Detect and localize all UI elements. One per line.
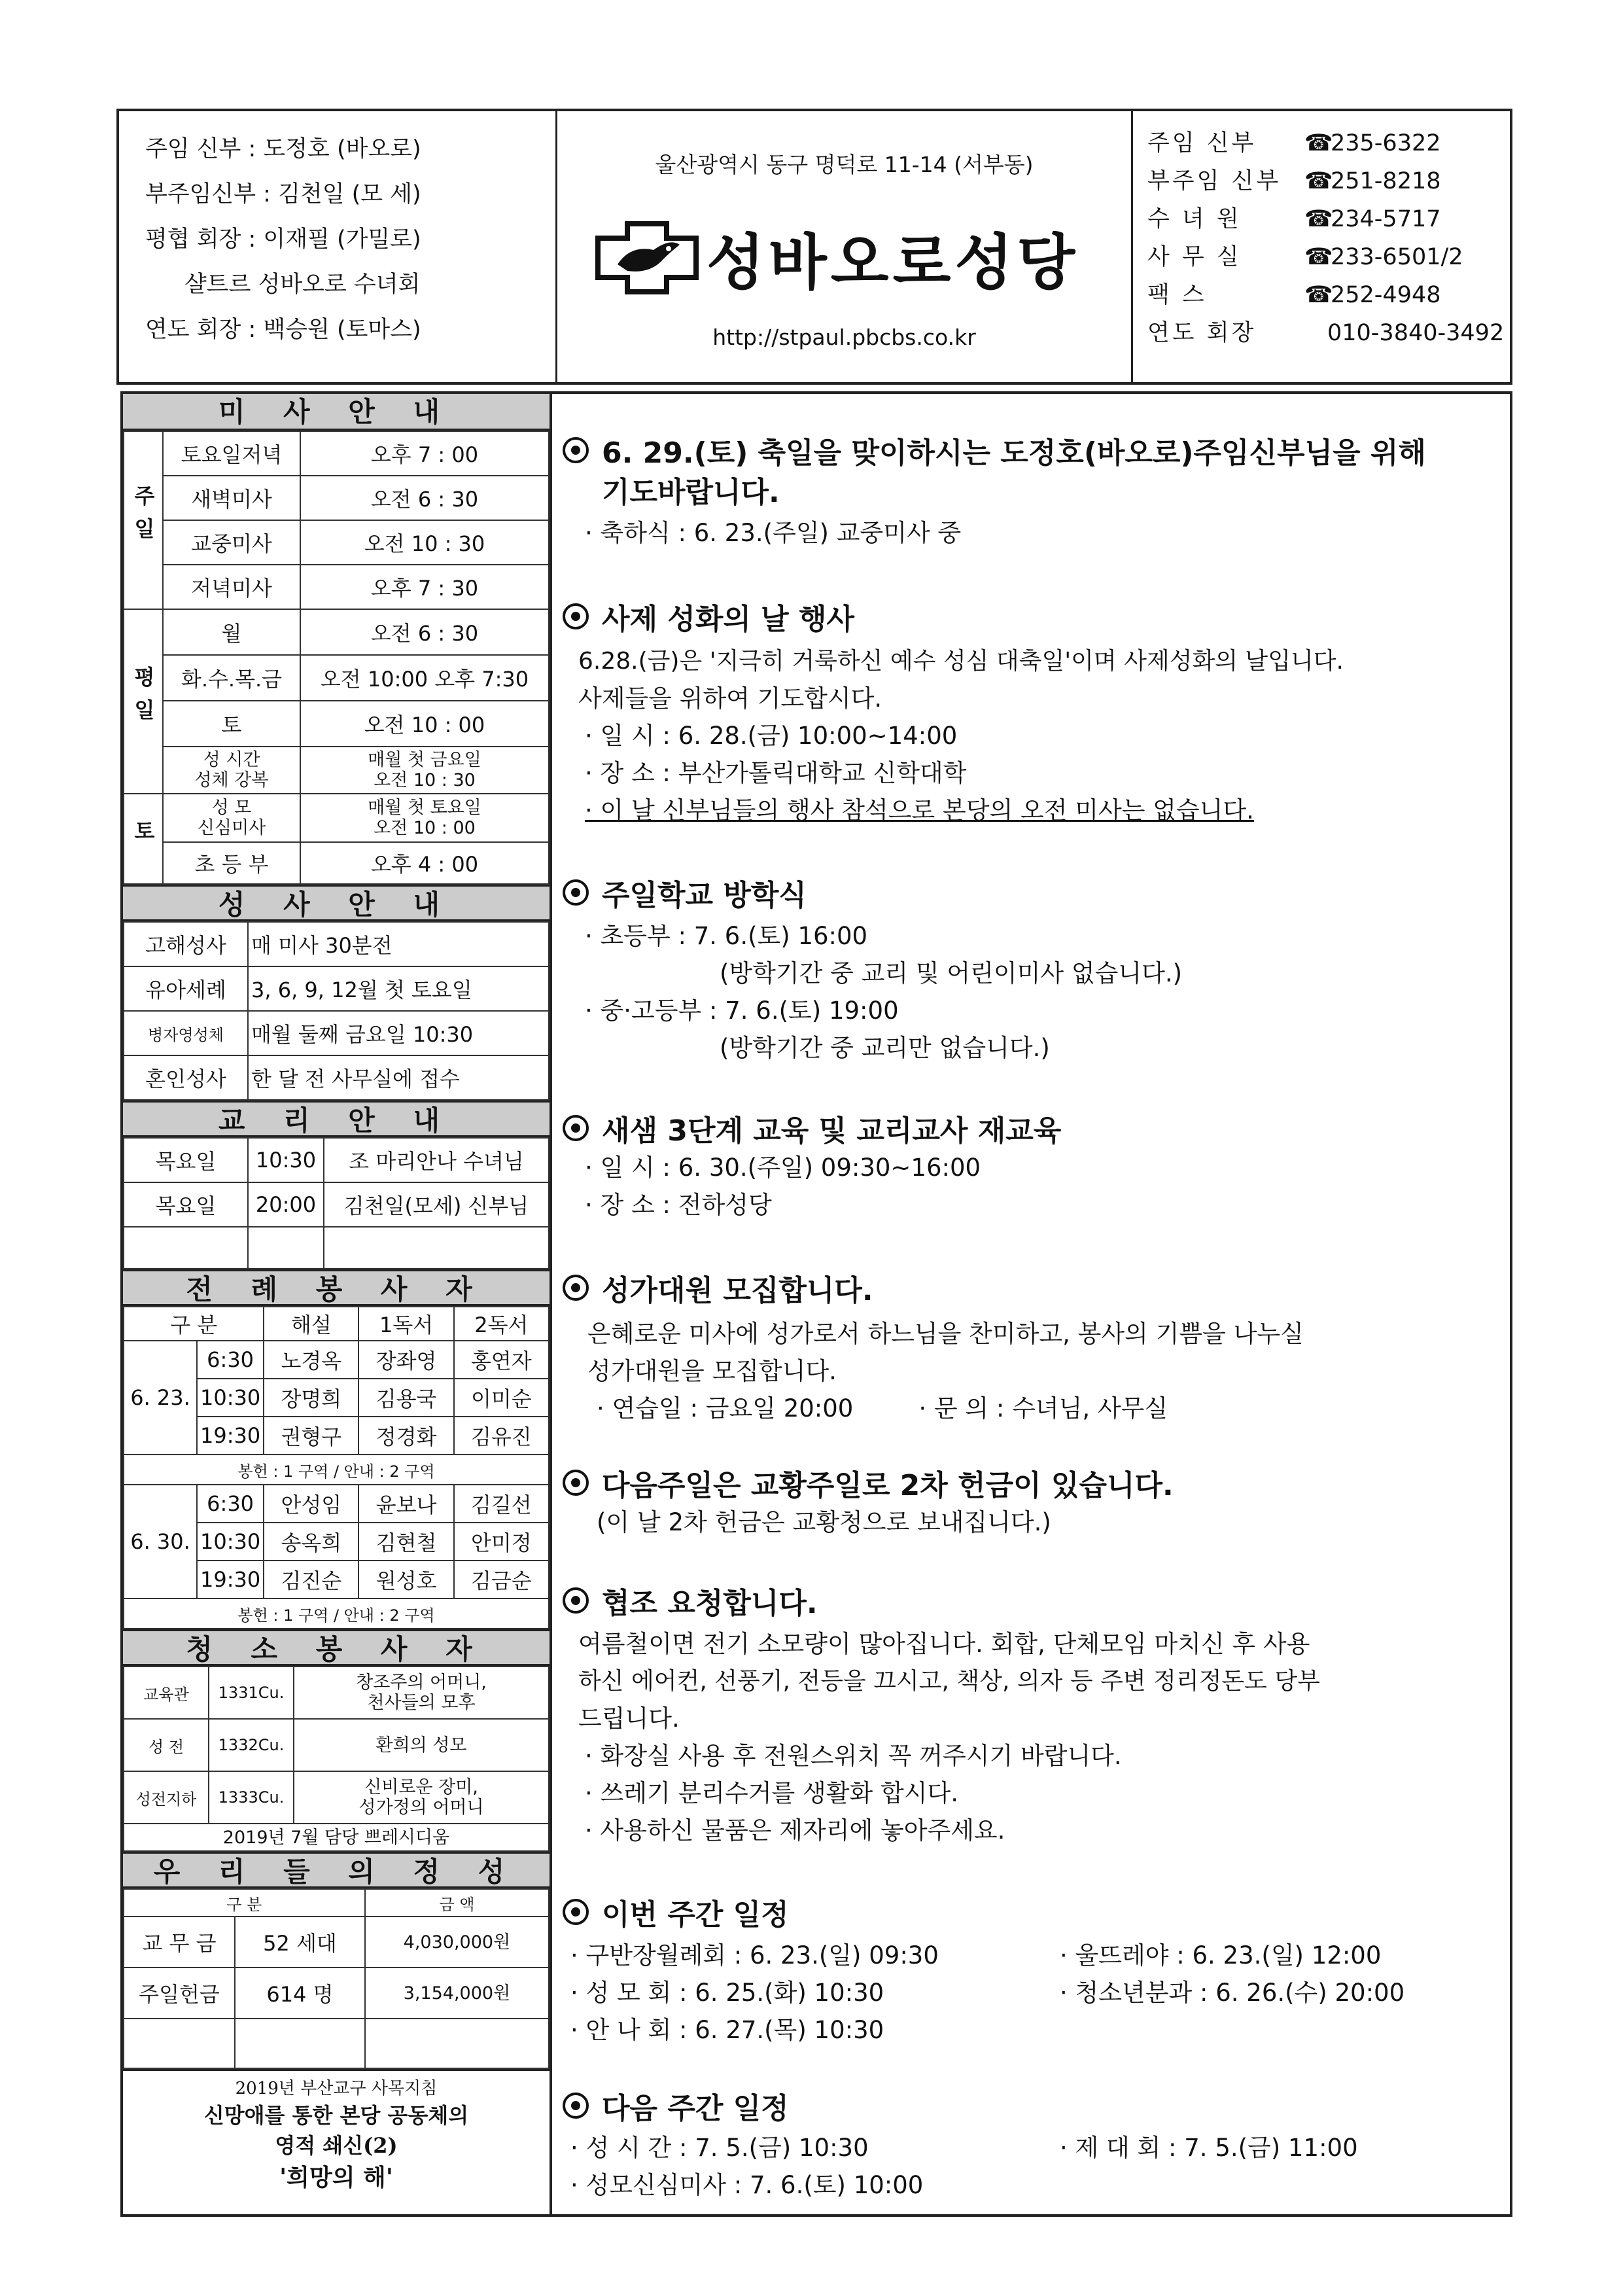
bullet-icon (563, 1115, 589, 1141)
bullet-icon (563, 1470, 589, 1496)
header-box (116, 109, 1512, 385)
notice-priest-day: 사제 성화의 날 행사 6.28.(금)은 '지극히 거룩하신 예수 성심 대축일'이며 사제성화의 날입니다. 사제들을 위하여 기도합시다. · 일 시 : 6. 28.(금) 10:00~14:00 · 장 소 : 부산가톨릭대학교 신학대학 · 이 날 신부님들의 행사 참석으로 본당의 오전 미사는 없습니다. (563, 595, 1344, 829)
church-info (557, 111, 1133, 382)
phone-row: 연도 회장 010-3840-3492 (1147, 320, 1505, 346)
phone-list (1133, 111, 1510, 382)
bullet-icon (563, 1587, 589, 1614)
bullet-icon (563, 1899, 589, 1925)
phone-row: 사 무 실 ☎ 233-6501/2 (1147, 238, 1510, 276)
offering-heading: 우 리 들 의 정 성 (123, 1852, 550, 1888)
dove-cross-icon (591, 219, 703, 297)
phone-row: 수 녀 원 ☎ 234-5717 (1147, 200, 1510, 238)
staff-list (119, 111, 557, 382)
notice-choir: 성가대원 모집합니다. 은혜로운 미사에 성가로서 하느님을 찬미하고, 봉사의 기쁨을 나누실 성가대원을 모집합니다. · 연습일 : 금요일 20:00 · 문 의 : 수녀님, 사무실 (563, 1267, 1304, 1427)
sacrament-heading: 성 사 안 내 (123, 885, 550, 921)
offering-table: 구 분 금 액 교 무 금 52 세대 4,030,000원 주일헌금 614 명 3,154,000원 (123, 1888, 550, 2069)
phone-icon: ☎ (1304, 282, 1333, 308)
staff-line: 주임 신부 : 도정호 (바오로) (145, 136, 421, 162)
cleaning-table: 교육관 1331Cu. 창조주의 어머니, 천사들의 모후 성 전 1332Cu. 환희의 성모 성전지하 1333Cu. 신비로운 장미, 성가정의 어머니 2019년 7월 담당 쁘레시디움 (123, 1666, 550, 1852)
bullet-icon (563, 437, 589, 463)
phone-icon: ☎ (1304, 130, 1333, 156)
catechism-heading: 교 리 안 내 (123, 1101, 550, 1137)
notice-cooperation: 협조 요청합니다. 여름철이면 전기 소모량이 많아집니다. 회합, 단체모임 마치신 후 사용 하신 에어컨, 선풍기, 전등을 끄시고, 책상, 의자 등 주변 정리정돈도 당부 드립니다. · 화장실 사용 후 전원스위치 꼭 꺼주시기 바랍니다. · 쓰레기 분리수거를 생활화 합시다. · 사용하신 물품은 제자리에 놓아주세요. (563, 1580, 1320, 1849)
notice-school-break: 주일학교 방학식 · 초등부 : 7. 6.(토) 16:00 (방학기간 중 교리 및 어린이미사 없습니다.) · 중·고등부 : 7. 6.(토) 19:00 (방학기간 중 교리만 없습니다.) (563, 872, 1182, 1067)
phone-icon: ☎ (1304, 244, 1333, 270)
church-logo (591, 215, 1079, 301)
liturgy-table: 구 분 해설 1독서 2독서 6. 23. 6:30 노경옥 장좌영 홍연자 10:30 장명희 김용국 이미순 19:30 권형구 정경화 김유진 봉헌 : 1 구역 / 안내 : 2 구역 6. 30. 6:30 안성임 윤보나 김길선 10:30 송옥희 김현철 안미정 19:30 김진순 원성호 김금순 봉헌 : 1 구역 / 안내 : 2 구역 (123, 1306, 550, 1629)
website-link[interactable]: http://stpaul.pbcbs.co.kr (712, 325, 976, 350)
diocese-motto: 2019년 부산교구 사목지침 신망애를 통한 본당 공동체의 영적 쇄신(2) '희망의 해' (123, 2069, 550, 2193)
bullet-icon (563, 1275, 589, 1301)
phone-row: 팩 스 ☎ 252-4948 (1147, 276, 1510, 314)
catechism-table: 목요일 10:30 조 마리안나 수녀님 목요일 20:00 김천일(모세) 신부님 (123, 1137, 550, 1269)
info-column (120, 391, 552, 2217)
mass-heading: 미 사 안 내 (123, 394, 550, 431)
liturgy-heading: 전 례 봉 사 자 (123, 1269, 550, 1306)
staff-line: 부주임신부 : 김천일 (모 세) (145, 181, 421, 207)
phone-row: 부주임 신부 ☎ 251-8218 (1147, 162, 1510, 200)
staff-line: 평협 회장 : 이재필 (가밀로) (145, 226, 421, 253)
church-name: 성바오로성당 (707, 228, 1079, 298)
sacrament-table: 고해성사 매 미사 30분전 유아세례 3, 6, 9, 12월 첫 토요일 병자영성체 매월 둘째 금요일 10:30 혼인성사 한 달 전 사무실에 접수 (123, 921, 550, 1101)
bullet-icon (563, 2093, 589, 2119)
staff-line: 샬트르 성바오로 수녀회 (184, 272, 421, 298)
bullet-icon (563, 879, 589, 906)
notice-next-week: 다음 주간 일정 · 성 시 간 : 7. 5.(금) 10:30 · 성모신심미사 : 7. 6.(토) 10:00 · 제 대 회 : 7. 5.(금) 11:00 (563, 2085, 1358, 2204)
notice-feast: 6. 29.(토) 축일을 맞이하시는 도정호(바오로)주임신부님을 위해 기도바랍니다. · 축하식 : 6. 23.(주일) 교중미사 중 (563, 429, 1426, 552)
notice-training: 새샘 3단계 교육 및 교리교사 재교육 · 일 시 : 6. 30.(주일) 09:30~16:00 · 장 소 : 전하성당 (563, 1107, 1061, 1224)
staff-line: 연도 회장 : 백승원 (토마스) (145, 317, 421, 343)
notice-this-week: 이번 주간 일정 · 구반장월례회 : 6. 23.(일) 09:30 · 성 모 회 : 6. 25.(화) 10:30 · 안 나 회 : 6. 27.(목) 10:30 · 울뜨레야 : 6. 23.(일) 12:00 · 청소년분과 : 6. 26.(수) 20:00 (563, 1891, 1405, 2049)
phone-icon: ☎ (1304, 168, 1333, 194)
cleaning-heading: 청 소 봉 사 자 (123, 1629, 550, 1666)
phone-icon: ☎ (1304, 206, 1333, 232)
address: 울산광역시 동구 명덕로 11-14 (서부동) (655, 152, 1034, 177)
bullet-icon (563, 603, 589, 629)
mass-table: 주일 토요일저녁 오후 7 : 00 새벽미사 오전 6 : 30 교중미사 오전 10 : 30 저녁미사 오후 7 : 30 평일 월 오전 6 : 30 화.수.목.금 오전 10:00 오후 7:30 토 오전 10 : 00 성 시간 성체 강복 매월 첫 금요일 오전 10 : 30 토 성 모 신심미사 매월 첫 토요일 오전 10 : 00 초 등 부 오후 4 : 00 (123, 431, 550, 885)
notice-papal-collection: 다음주일은 교황주일로 2차 헌금이 있습니다. (이 날 2차 헌금은 교황청으로 보내집니다.) (563, 1462, 1174, 1541)
phone-row: 주임 신부 ☎ 235-6322 (1147, 124, 1510, 162)
